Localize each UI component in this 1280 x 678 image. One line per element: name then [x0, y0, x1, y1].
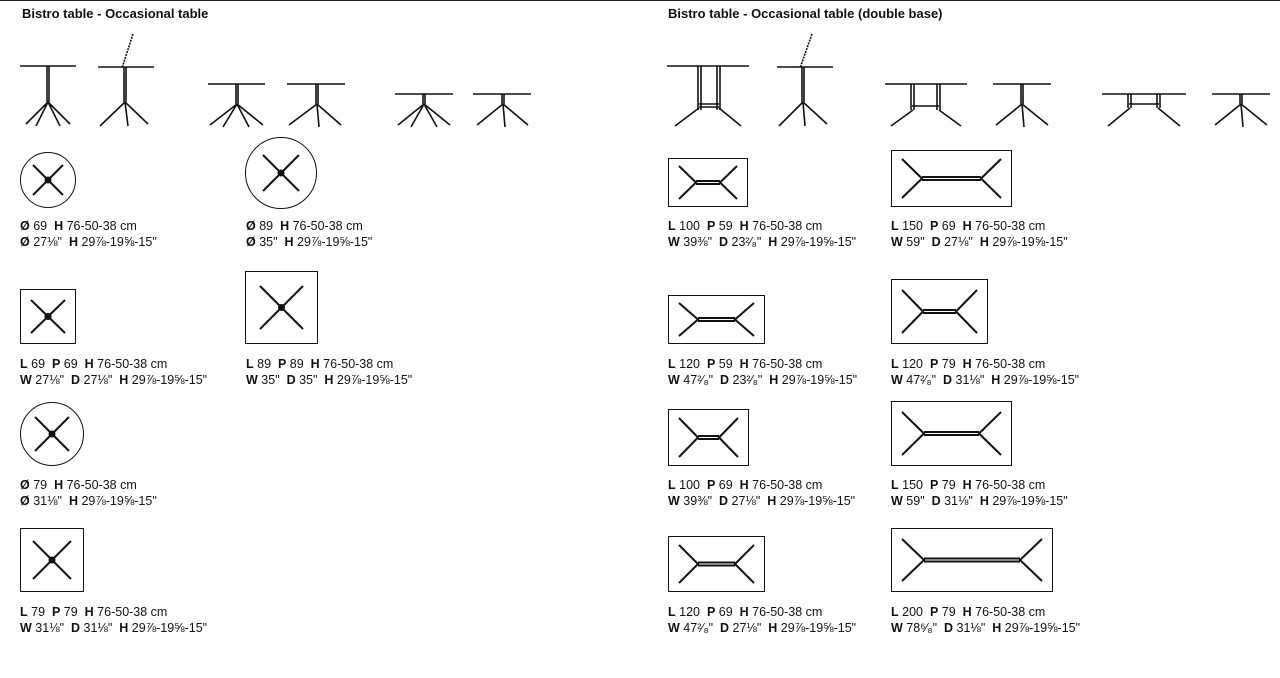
- top-rule: [0, 0, 1280, 1]
- spec-round-89: [246, 218, 372, 250]
- spec-round-69: [20, 218, 157, 250]
- spec-metric: L 79 P 79 H 76-50-38 cm: [20, 605, 168, 619]
- spec-imperial: W 27⅛" D 27⅛" H 29⅞-19⅝-15": [20, 373, 208, 387]
- left-section-title: Bistro table - Occasional table: [22, 6, 209, 21]
- square-top-79-icon: [20, 528, 84, 592]
- spec-square-79: [20, 604, 207, 636]
- spec-metric: L 100 P 59 H 76-50-38 cm: [668, 219, 823, 233]
- spec-round-79: [20, 477, 157, 509]
- spec-imperial: W 78⁶⁄₈" D 31⅛" H 29⅞-19⅝-15": [891, 621, 1081, 635]
- spec-metric: Ø 89 H 76-50-38 cm: [246, 219, 363, 233]
- rect-top-120x59-icon: [668, 295, 765, 344]
- spec-square-89: [246, 356, 412, 388]
- spec-imperial: W 47²⁄₈" D 27⅛" H 29⅞-19⅝-15": [668, 621, 857, 635]
- spec-imperial: W 35" D 35" H 29⅞-19⅝-15": [246, 373, 413, 387]
- spec-rect-120x79: [891, 356, 1079, 388]
- spec-metric: L 150 P 69 H 76-50-38 cm: [891, 219, 1046, 233]
- side-view-low-icon: [395, 90, 535, 130]
- side-view-bistro-icon: [20, 30, 160, 130]
- spec-metric: L 89 P 89 H 76-50-38 cm: [246, 357, 394, 371]
- round-top-69-icon: [20, 152, 76, 208]
- rect-top-150x79-icon: [891, 401, 1012, 466]
- spec-metric: L 120 P 79 H 76-50-38 cm: [891, 357, 1046, 371]
- spec-rect-120x69: [668, 604, 856, 636]
- spec-metric: L 69 P 69 H 76-50-38 cm: [20, 357, 168, 371]
- rect-top-120x79-icon: [891, 279, 988, 344]
- spec-metric: Ø 69 H 76-50-38 cm: [20, 219, 137, 233]
- spec-imperial: Ø 35" H 29⅞-19⅝-15": [246, 235, 373, 249]
- spec-metric: L 120 P 59 H 76-50-38 cm: [668, 357, 823, 371]
- spec-imperial: W 31⅛" D 31⅛" H 29⅞-19⅝-15": [20, 621, 208, 635]
- side-view-double-low-icon: [1102, 90, 1277, 130]
- spec-metric: L 120 P 69 H 76-50-38 cm: [668, 605, 823, 619]
- spec-imperial: W 59" D 31⅛" H 29⅞-19⅝-15": [891, 494, 1068, 508]
- rect-top-150x69-icon: [891, 150, 1012, 207]
- spec-imperial: W 47²⁄₈" D 23²⁄₈" H 29⅞-19⅝-15": [668, 373, 858, 387]
- side-view-mid-icon: [205, 80, 345, 130]
- side-view-double-bistro-icon: [665, 30, 840, 130]
- round-top-79-icon: [20, 402, 84, 466]
- spec-rect-120x59: [668, 356, 857, 388]
- rect-top-120x69-icon: [668, 536, 765, 592]
- spec-metric: L 100 P 69 H 76-50-38 cm: [668, 478, 823, 492]
- spec-imperial: W 39⅜" D 23²⁄₈" H 29⅞-19⅝-15": [668, 235, 857, 249]
- square-top-89-icon: [245, 271, 318, 344]
- spec-rect-100x59: [668, 218, 856, 250]
- rect-top-100x59-icon: [668, 158, 748, 207]
- spec-metric: Ø 79 H 76-50-38 cm: [20, 478, 137, 492]
- side-view-double-mid-icon: [885, 80, 1055, 130]
- rect-top-200x79-icon: [891, 528, 1053, 592]
- spec-metric: L 200 P 79 H 76-50-38 cm: [891, 605, 1046, 619]
- spec-rect-200x79: [891, 604, 1080, 636]
- spec-rect-100x69: [668, 477, 855, 509]
- spec-imperial: W 39⅜" D 27⅛" H 29⅞-19⅝-15": [668, 494, 856, 508]
- right-section-title: Bistro table - Occasional table (double base): [668, 6, 943, 21]
- spec-imperial: Ø 27⅛" H 29⅞-19⅝-15": [20, 235, 157, 249]
- spec-square-69: [20, 356, 207, 388]
- spec-imperial: W 59" D 27⅛" H 29⅞-19⅝-15": [891, 235, 1068, 249]
- rect-top-100x69-icon: [668, 409, 749, 466]
- spec-rect-150x79: [891, 477, 1068, 509]
- spec-rect-150x69: [891, 218, 1068, 250]
- spec-imperial: W 47²⁄₈" D 31⅛" H 29⅞-19⅝-15": [891, 373, 1080, 387]
- round-top-89-icon: [245, 137, 317, 209]
- spec-metric: L 150 P 79 H 76-50-38 cm: [891, 478, 1046, 492]
- square-top-69-icon: [20, 289, 76, 344]
- spec-imperial: Ø 31⅛" H 29⅞-19⅝-15": [20, 494, 157, 508]
